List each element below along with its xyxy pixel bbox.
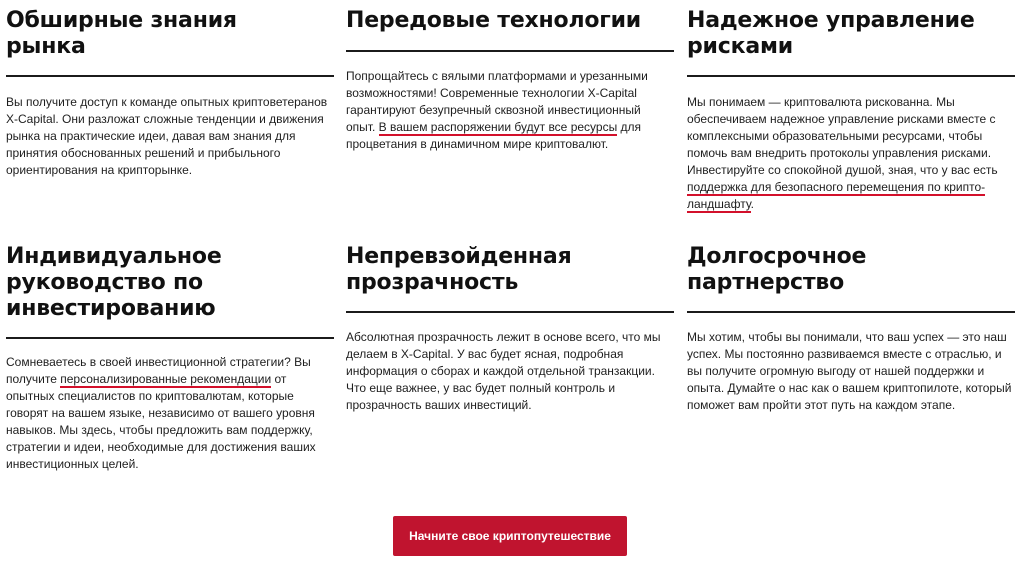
feature-title: Индивидуальное руководство по инвестированию	[6, 244, 222, 321]
feature-title: Обширные знания рынка	[6, 8, 237, 59]
feature-card-risk-management	[687, 8, 1015, 211]
feature-text: Мы хотим, чтобы вы понимали, что ваш успех — это наш успех. Мы постоянно развиваемся вместе с отраслью, и вы получите огромную выгоду от нашей поддержки и опыта. Думайте о нас как о вашем криптопилоте, который поможет вам пройти этот путь на каждом этапе.	[687, 330, 1012, 412]
feature-text: Попрощайтесь с вялыми платформами и урезанными возможностями! Современные технологии X-Capital гарантируют безупречный сквозной инвестиционный опыт. В вашем распоряжении будут все ресурсы для процветания в динамичном мире криптовалют.	[346, 69, 648, 151]
divider	[687, 75, 1015, 77]
feature-card-partnership	[687, 244, 1015, 412]
feature-card-investment-guidance	[6, 244, 334, 471]
feature-card-transparency	[346, 244, 674, 412]
feature-title: Долгосрочное партнерство	[687, 244, 867, 295]
divider	[6, 75, 334, 77]
feature-card-technology	[346, 8, 674, 151]
feature-card-market-knowledge	[6, 8, 334, 177]
highlight-text: поддержка для безопасного перемещения по крипто-ландшафту	[687, 180, 986, 211]
feature-text: Сомневаетесь в своей инвестиционной стратегии? Вы получите персонализированные рекомендации от опытных специалистов по криптовалютам, которые говорят на вашем языке, независимо от вашего уровня навыков. Мы здесь, чтобы предложить вам поддержку, стратегии и идеи, необходимые для достижения ваших инвестиционных целей.	[6, 355, 316, 471]
divider	[6, 337, 334, 339]
feature-text: Абсолютная прозрачность лежит в основе всего, что мы делаем в X-Capital. У вас будет ясная, подробная информация о сборах и каждой отдельной транзакции. Что еще важнее, у вас будет полный контроль и прозрачность ваших инвестиций.	[346, 330, 661, 412]
divider	[346, 50, 674, 52]
feature-text: Вы получите доступ к команде опытных криптоветеранов X-Capital. Они разложат сложные тенденции и движения рынка на практические идеи, давая вам знания для принятия обоснованных решений и прибыльного ориентирования на крипторынке.	[6, 95, 328, 177]
feature-title: Надежное управление рисками	[687, 8, 975, 59]
divider	[346, 311, 674, 313]
start-crypto-journey-button[interactable]: Начните свое криптопутешествие	[393, 516, 627, 556]
divider	[687, 311, 1015, 313]
highlight-text: В вашем распоряжении будут все ресурсы	[378, 120, 618, 134]
feature-title: Передовые технологии	[346, 8, 642, 33]
feature-title: Непревзойденная прозрачность	[346, 244, 572, 295]
feature-text: Мы понимаем — криптовалюта рискованна. Мы обеспечиваем надежное управление рисками вместе с комплексными образовательными ресурсами, чтобы помочь вам внедрить протоколы управления рисками. Инвестируйте со спокойной душой, зная, что у вас есть поддержка для безопасного перемещения по крипто-ландшафту.	[687, 95, 998, 211]
highlight-text: персонализированные рекомендации	[60, 372, 272, 386]
